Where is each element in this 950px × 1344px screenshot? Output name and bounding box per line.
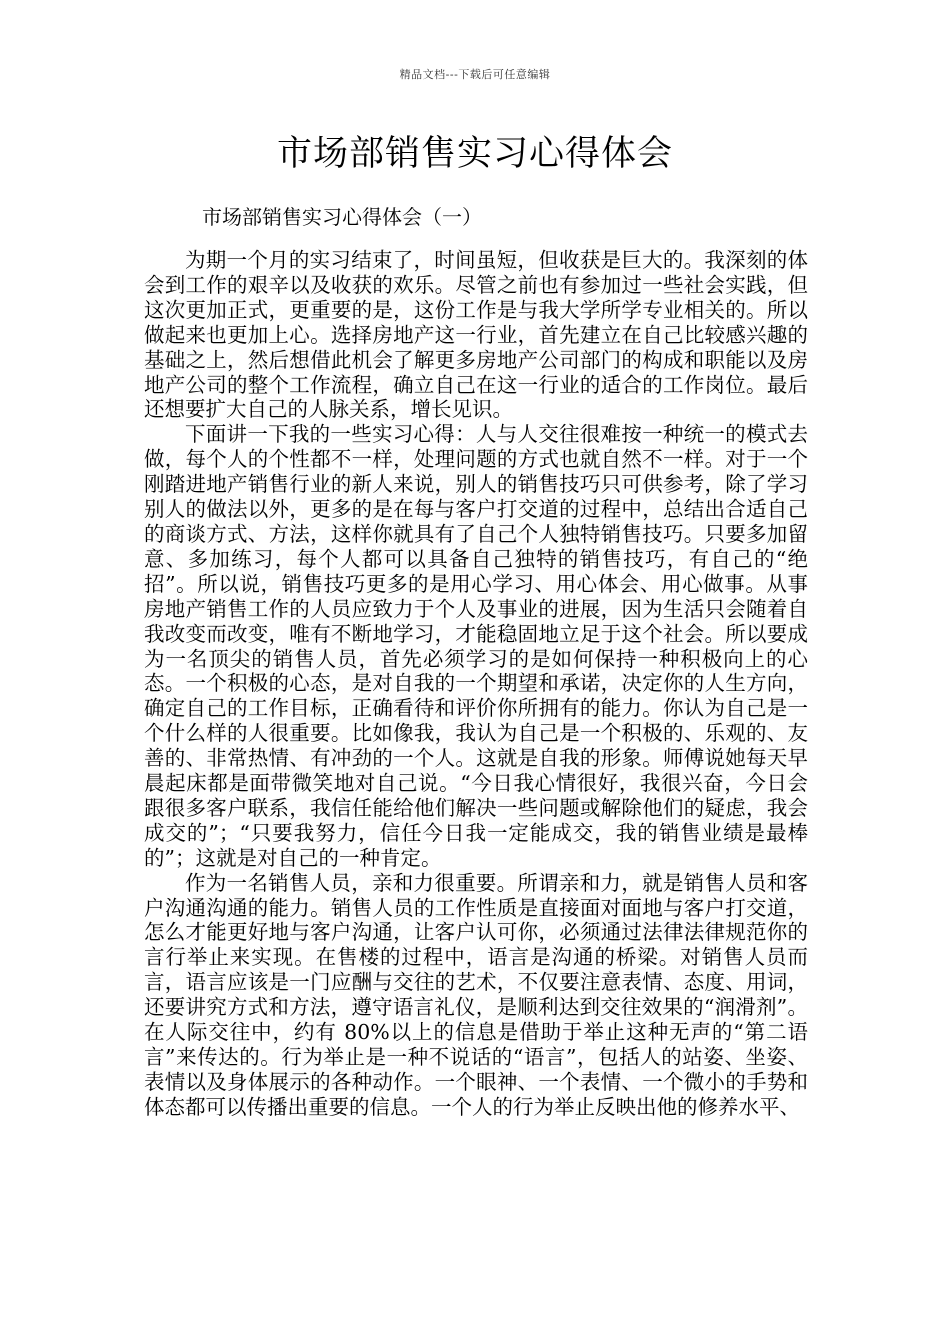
document-body — [144, 248, 808, 1120]
document-title: 市场部销售实习心得体会 — [276, 134, 673, 174]
body-paragraph: 为期一个月的实习结束了，时间虽短，但收获是巨大的。我深刻的体会到工作的艰辛以及收获的欢乐。尽管之前也有参加过一些社会实践，但这次更加正式，更重要的是，这份工作是与我大学所学专业相关的。所以做起来也更加上心。选择房地产这一行业，首先建立在自己比较感兴趣的基础之上，然后想借此机会了解更多房地产公司部门的构成和职能以及房地产公司的整个工作流程，确立自己在这一行业的适合的工作岗位。最后还想要扩大自己的人脉关系，增长见识。 — [144, 248, 808, 422]
document-subtitle: 市场部销售实习心得体会（一） — [202, 205, 482, 229]
body-paragraph: 下面讲一下我的一些实习心得：人与人交往很难按一种统一的模式去做，每个人的个性都不一样，处理问题的方式也就自然不一样。对于一个刚踏进地产销售行业的新人来说，别人的销售技巧只可供参考，除了学习别人的做法以外，更多的是在每与客户打交道的过程中，总结出合适自己的商谈方式、方法，这样你就具有了自己个人独特销售技巧。只要多加留意、多加练习，每个人都可以具备自己独特的销售技巧，有自己的“绝招”。所以说，销售技巧更多的是用心学习、用心体会、用心做事。从事房地产销售工作的人员应致力于个人及事业的进展，因为生活只会随着自我改变而改变，唯有不断地学习，才能稳固地立足于这个社会。所以要成为一名顶尖的销售人员，首先必须学习的是如何保持一种积极向上的心态。一个积极的心态，是对自我的一个期望和承诺，决定你的人生方向，确定自己的工作目标，正确看待和评价你所拥有的能力。你认为自己是一个什么样的人很重要。比如像我，我认为自己是一个积极的、乐观的、友善的、非常热情、有冲劲的一个人。这就是自我的形象。师傅说她每天早晨起床都是面带微笑地对自己说。“今日我心情很好，我很兴奋，今日会跟很多客户联系，我信任能给他们解决一些问题或解除他们的疑虑，我会成交的”；“只要我努力，信任今日我一定能成交，我的销售业绩是最棒的”；这就是对自己的一种肯定。 — [144, 422, 808, 870]
header-note: 精品文档---下载后可任意编辑 — [399, 68, 551, 81]
body-paragraph: 作为一名销售人员，亲和力很重要。所谓亲和力，就是销售人员和客户沟通沟通的能力。销售人员的工作性质是直接面对面地与客户打交道，怎么才能更好地与客户沟通，让客户认可你，必须通过法律法律规范你的言行举止来实现。在售楼的过程中，语言是沟通的桥梁。对销售人员而言，语言应该是一门应酬与交往的艺术，不仅要注意表情、态度、用词，还要讲究方式和方法，遵守语言礼仪，是顺利达到交往效果的“润滑剂”。在人际交往中，约有 80%以上的信息是借助于举止这种无声的“第二语言”来传达的。行为举止是一种不说话的“语言”，包括人的站姿、坐姿、表情以及身体展示的各种动作。一个眼神、一个表情、一个微小的手势和体态都可以传播出重要的信息。一个人的行为举止反映出他的修养水平、 — [144, 870, 808, 1119]
